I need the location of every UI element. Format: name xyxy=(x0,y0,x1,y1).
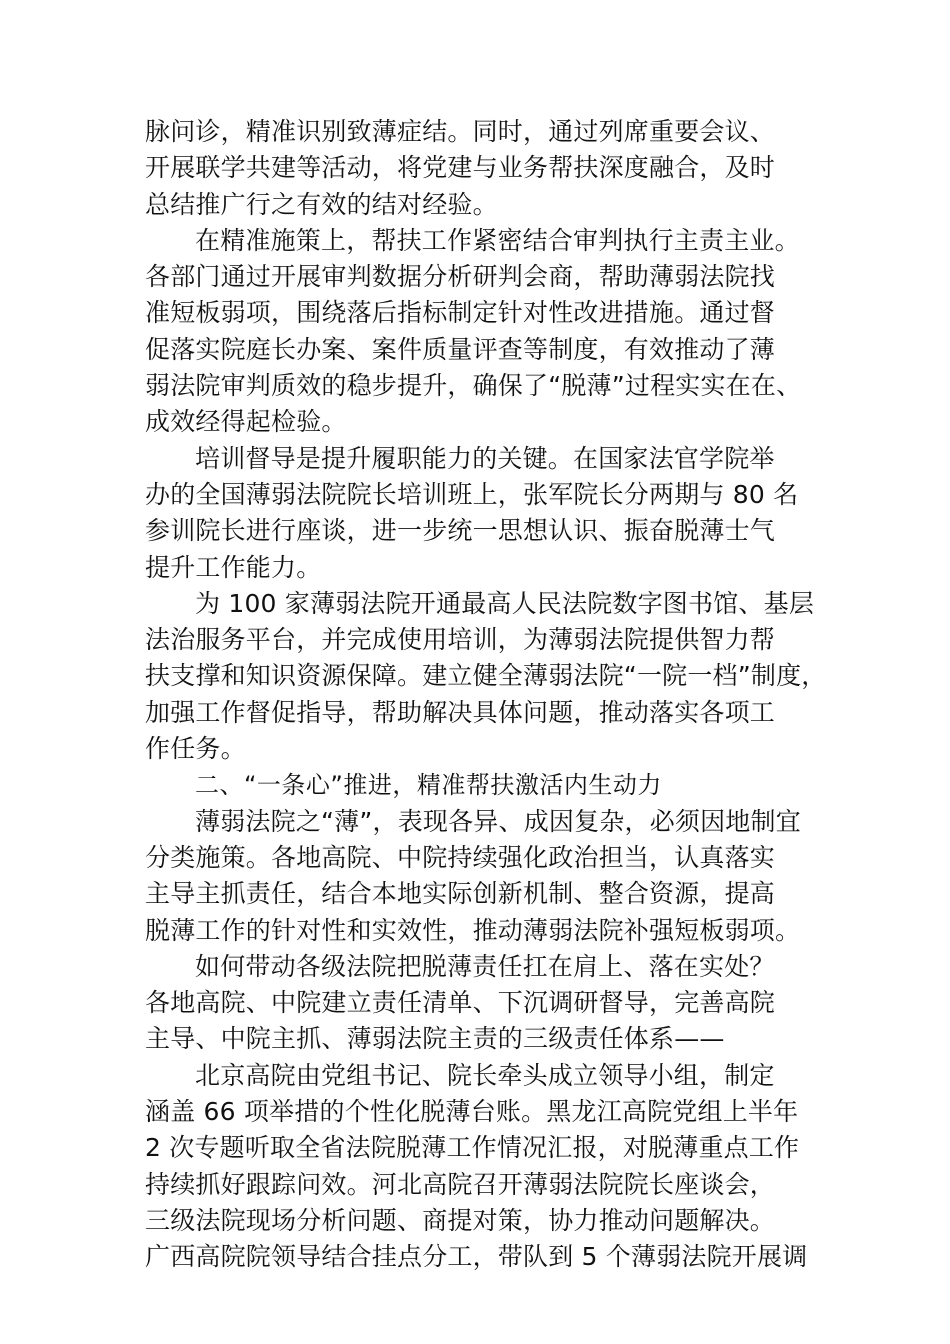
text-line: 作任务。 xyxy=(145,734,246,764)
text-line: 提升工作能力。 xyxy=(145,552,322,582)
paragraph xyxy=(145,586,827,767)
document-page xyxy=(145,114,827,1276)
text-line: 持续抓好跟踪问效。河北高院召开薄弱法院院长座谈会， xyxy=(145,1169,776,1199)
text-line: 脱薄工作的针对性和实效性，推动薄弱法院补强短板弱项。 xyxy=(145,915,801,945)
text-line: 北京高院由党组书记、院长牵头成立领导小组，制定 xyxy=(195,1060,775,1090)
text-line: 弱法院审判质效的稳步提升，确保了“脱薄”过程实实在在、 xyxy=(145,371,802,401)
text-line: 主导、中院主抓、薄弱法院主责的三级责任体系—— xyxy=(145,1024,725,1054)
text-line: 分类施策。各地高院、中院持续强化政治担当，认真落实 xyxy=(145,842,776,872)
text-line: 促落实院庭长办案、案件质量评查等制度，有效推动了薄 xyxy=(145,334,776,364)
paragraph xyxy=(145,114,813,223)
text-line: 各部门通过开展审判数据分析研判会商，帮助薄弱法院找 xyxy=(145,262,776,292)
paragraph xyxy=(145,949,813,1058)
text-line: 广西高院院领导结合挂点分工，带队到 5 个薄弱法院开展调 xyxy=(145,1242,808,1272)
text-line: 成效经得起检验。 xyxy=(145,407,347,437)
text-line: 在精准施策上，帮扶工作紧密结合审判执行主责主业。 xyxy=(195,225,800,255)
paragraph xyxy=(145,223,813,441)
text-line: 总结推广行之有效的结对经验。 xyxy=(145,189,498,219)
text-line: 扶支撑和知识资源保障。建立健全薄弱法院“一院一档”制度， xyxy=(145,661,827,691)
text-line: 脉问诊，精准识别致薄症结。同时，通过列席重要会议、 xyxy=(145,117,776,146)
text-line: 如何带动各级法院把脱薄责任扛在肩上、落在实处？ xyxy=(195,951,775,981)
text-line: 2 次专题听取全省法院脱薄工作情况汇报，对脱薄重点工作 xyxy=(145,1133,800,1163)
heading-text: 二、“一条心”推进，精准帮扶激活内生动力 xyxy=(195,771,662,800)
paragraph xyxy=(145,1058,813,1276)
text-line: 开展联学共建等活动，将党建与业务帮扶深度融合，及时 xyxy=(145,153,776,183)
text-line: 为 100 家薄弱法院开通最高人民法院数字图书馆、基层 xyxy=(195,588,815,618)
text-line: 培训督导是提升履职能力的关键。在国家法官学院举 xyxy=(195,443,775,473)
text-line: 加强工作督促指导，帮助解决具体问题，推动落实各项工 xyxy=(145,697,776,727)
paragraph xyxy=(145,441,813,586)
paragraph xyxy=(145,804,813,949)
text-line: 法治服务平台，并完成使用培训，为薄弱法院提供智力帮 xyxy=(145,625,776,655)
text-line: 各地高院、中院建立责任清单、下沉调研督导，完善高院 xyxy=(145,988,776,1018)
text-line: 准短板弱项，围绕落后指标制定针对性改进措施。通过督 xyxy=(145,298,776,328)
section-heading xyxy=(145,767,813,803)
text-line: 参训院长进行座谈，进一步统一思想认识、振奋脱薄士气 xyxy=(145,516,776,546)
text-line: 三级法院现场分析问题、商提对策，协力推动问题解决。 xyxy=(145,1205,776,1235)
text-line: 办的全国薄弱法院院长培训班上，张军院长分两期与 80 名 xyxy=(145,479,799,509)
text-line: 薄弱法院之“薄”，表现各异、成因复杂，必须因地制宜 xyxy=(195,806,801,836)
text-line: 涵盖 66 项举措的个性化脱薄台账。黑龙江高院党组上半年 xyxy=(145,1097,799,1127)
text-line: 主导主抓责任，结合本地实际创新机制、整合资源，提高 xyxy=(145,879,776,909)
